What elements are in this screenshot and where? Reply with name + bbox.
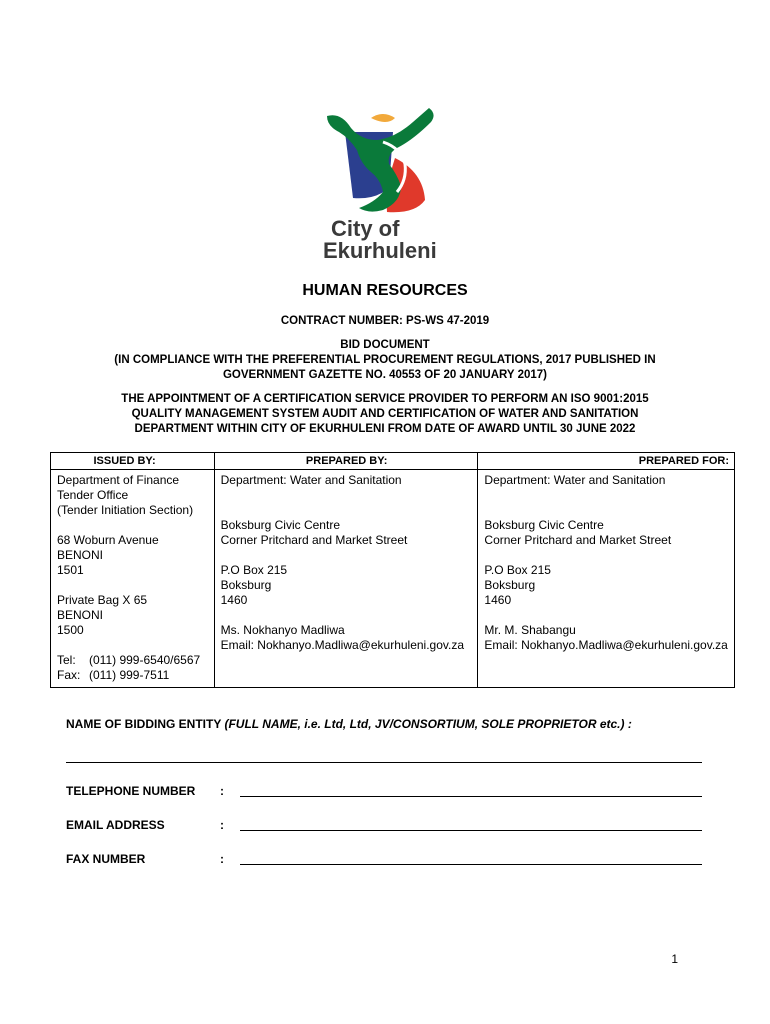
bid-document-block [0,338,770,383]
appointment-line-1: THE APPOINTMENT OF A CERTIFICATION SERVICE PROVIDER TO PERFORM AN ISO 9001:2015 [121,393,649,405]
bid-line-2: (IN COMPLIANCE WITH THE PREFERENTIAL PROCUREMENT REGULATIONS, 2017 PUBLISHED IN [114,354,656,366]
appointment-line-3: DEPARTMENT WITHIN CITY OF EKURHULENI FROM DATE OF AWARD UNTIL 30 JUNE 2022 [134,423,636,435]
prepared-for-line: Boksburg Civic Centre [484,518,604,532]
bid-line-3: GOVERNMENT GAZETTE NO. 40553 OF 20 JANUARY 2017) [222,369,547,381]
appointment-line-2: QUALITY MANAGEMENT SYSTEM AUDIT AND CERTIFICATION OF WATER AND SANITATION [131,408,639,420]
name-label: NAME OF BIDDING ENTITY [66,717,222,731]
issued-by-line: (Tender Initiation Section) [57,503,194,517]
logo-line1: City of [331,216,400,241]
prepared-for-email: Email: Nokhanyo.Madliwa@ekurhuleni.gov.za [484,638,728,652]
page-number: 1 [671,952,678,966]
prepared-by-email: Email: Nokhanyo.Madliwa@ekurhuleni.gov.za [220,638,465,652]
email-field-line[interactable] [240,830,702,831]
issued-by-line: Private Bag X 65 [57,593,148,607]
fax-label: FAX NUMBER [66,852,146,866]
fax-field-line[interactable] [240,864,702,865]
prepared-by-line: Ms. Nokhanyo Madliwa [220,623,345,637]
issued-by-cell [51,470,215,688]
prepared-by-line: Corner Pritchard and Market Street [220,533,408,547]
issued-by-line: 68 Woburn Avenue [57,533,159,547]
prepared-for-cell [478,470,735,688]
bidding-entity-line[interactable] [66,762,702,763]
prepared-for-line: Mr. M. Shabangu [484,623,576,637]
prepared-by-line: Boksburg Civic Centre [220,518,340,532]
issued-by-line: Tender Office [57,488,129,502]
issued-by-tel [57,653,208,668]
logo-line2: Ekurhuleni [323,238,437,260]
issued-by-line: BENONI [57,548,104,562]
issued-by-fax [57,668,208,683]
appointment-block [0,392,770,437]
tel-value: (011) 999-6540/6567 [89,653,201,667]
bidding-entity-label [66,717,632,731]
issued-by-line: Department of Finance [57,473,180,487]
fax-value: (011) 999-7511 [89,668,170,682]
telephone-colon: : [220,784,224,798]
name-hint: (FULL NAME, i.e. Ltd, Ltd, JV/CONSORTIUM, SOLE PROPRIETOR etc.) : [224,717,632,731]
prepared-for-header: PREPARED FOR: [478,453,735,470]
contract-number: CONTRACT NUMBER: PS-WS 47-2019 [280,315,490,327]
telephone-field-line[interactable] [240,796,702,797]
email-label: EMAIL ADDRESS [66,818,165,832]
logo-emblem-icon [305,88,465,260]
prepared-for-line: 1460 [484,593,512,607]
prepared-by-line: Department: Water and Sanitation [220,473,402,487]
prepared-for-line: Corner Pritchard and Market Street [484,533,672,547]
fax-colon: : [220,852,224,866]
bid-line-1: BID DOCUMENT [340,339,430,351]
fax-label: Fax: [57,668,81,682]
telephone-label: TELEPHONE NUMBER [66,784,196,798]
prepared-for-line: Boksburg [484,578,536,592]
prepared-for-line: P.O Box 215 [484,563,551,577]
prepared-by-header: PREPARED BY: [214,453,478,470]
issued-by-line: 1501 [57,563,84,577]
prepared-by-cell [214,470,478,688]
prepared-by-line: Boksburg [220,578,272,592]
city-of-ekurhuleni-logo [305,88,465,260]
tel-label: Tel: [57,653,76,667]
page-title: HUMAN RESOURCES [302,282,468,299]
issued-by-header: ISSUED BY: [51,453,215,470]
issued-by-line: BENONI [57,608,104,622]
prepared-for-line: Department: Water and Sanitation [484,473,666,487]
prepared-by-line: 1460 [220,593,248,607]
issued-by-line: 1500 [57,623,84,637]
prepared-by-line: P.O Box 215 [220,563,288,577]
parties-table [50,452,735,688]
email-colon: : [220,818,224,832]
